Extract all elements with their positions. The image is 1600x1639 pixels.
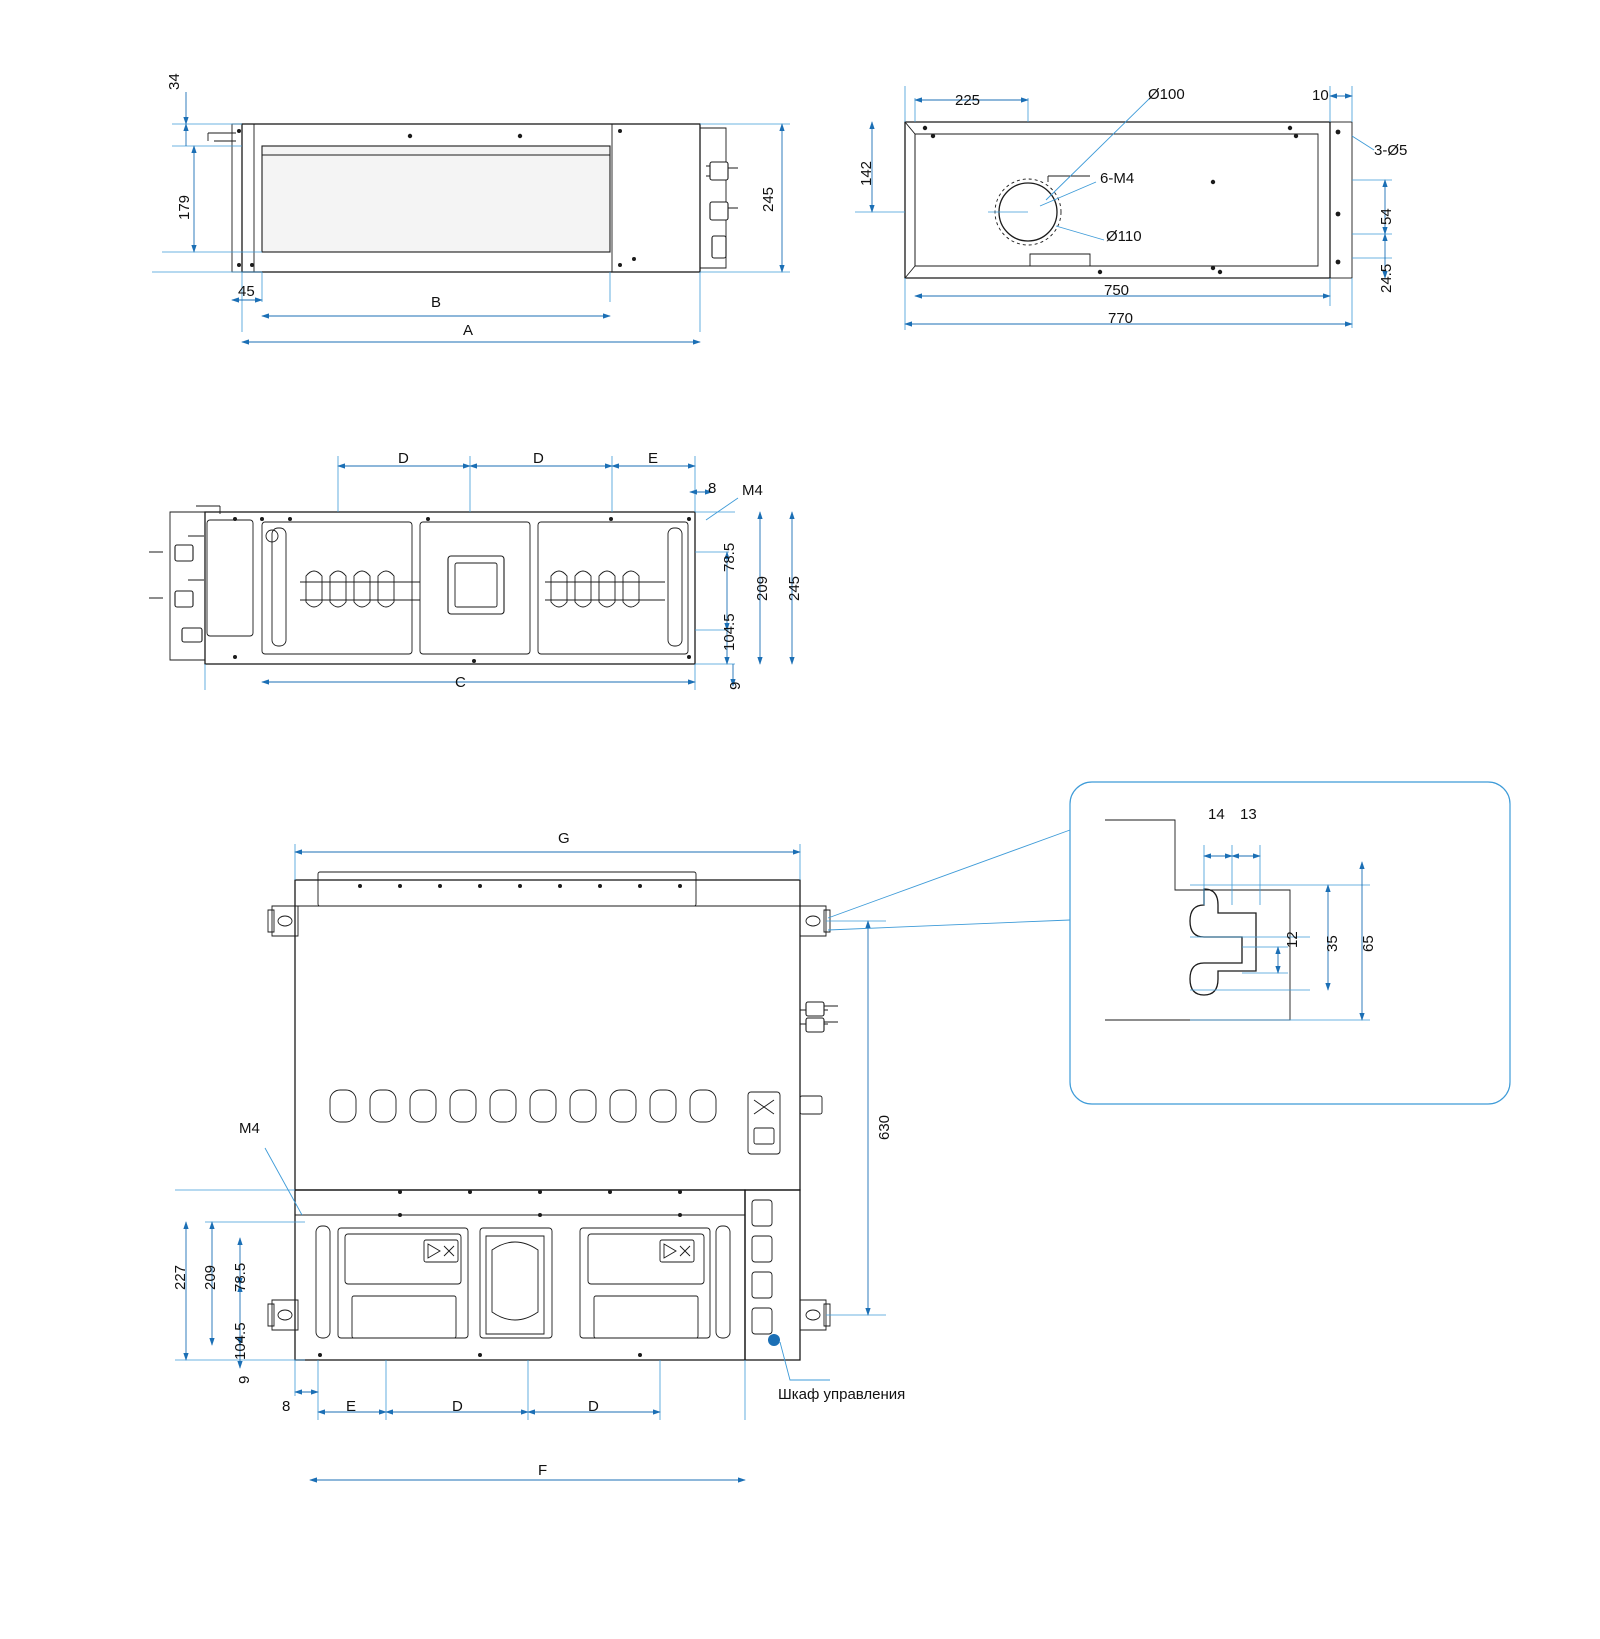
dim-label-front-45: 45	[238, 283, 255, 300]
dim-label-front-A: A	[463, 322, 474, 339]
dim-label-detail-35: 35	[1324, 935, 1341, 952]
dim-label-front-245: 245	[760, 186, 777, 212]
dim-label-assembly-8: 8	[282, 1398, 291, 1415]
dim-label-assembly-104-5: 104.5	[232, 1322, 249, 1360]
dim-label-assembly-630: 630	[876, 1114, 893, 1140]
dim-label-bottom-E: E	[648, 450, 659, 467]
callout-bottom-m4: M4	[742, 482, 763, 499]
dim-label-bottom-D2: D	[533, 450, 544, 467]
dim-label-assembly-G: G	[558, 830, 570, 847]
dim-label-assembly-F: F	[538, 1462, 548, 1479]
dim-label-detail-14: 14	[1208, 806, 1225, 823]
dim-label-front-34: 34	[166, 73, 183, 90]
dim-label-top-24-5: 24.5	[1378, 263, 1395, 293]
dim-label-detail-13: 13	[1240, 806, 1257, 823]
dim-label-front-179: 179	[176, 194, 193, 220]
dim-label-assembly-E: E	[346, 1398, 357, 1415]
dim-label-assembly-209: 209	[202, 1264, 219, 1290]
dim-label-assembly-9: 9	[236, 1375, 253, 1384]
callout-3-holes-d5: 3-Ø5	[1374, 142, 1408, 159]
dim-label-bottom-78-5: 78.5	[721, 542, 738, 572]
dim-label-assembly-D2: D	[588, 1398, 599, 1415]
dim-label-top-10: 10	[1312, 87, 1329, 104]
callout-diameter-110: Ø110	[1106, 228, 1142, 245]
dim-label-bottom-C: C	[455, 674, 466, 691]
dim-label-bottom-209: 209	[754, 575, 771, 601]
dim-label-assembly-78-5: 78.5	[232, 1262, 249, 1292]
dim-label-bottom-104-5: 104.5	[721, 613, 738, 651]
dim-label-detail-12: 12	[1284, 931, 1301, 948]
dim-label-top-54: 54	[1378, 208, 1395, 225]
callout-diameter-100: Ø100	[1148, 86, 1185, 103]
dim-label-assembly-227: 227	[172, 1264, 189, 1290]
dim-label-top-750: 750	[1104, 282, 1130, 299]
dim-label-top-142: 142	[858, 160, 875, 186]
dim-label-top-225: 225	[955, 92, 981, 109]
dim-label-bottom-245: 245	[786, 575, 803, 601]
callout-assembly-m4: M4	[239, 1120, 260, 1137]
dim-label-bottom-9: 9	[727, 681, 744, 690]
dim-label-front-B: B	[431, 294, 442, 311]
dim-label-assembly-D1: D	[452, 1398, 463, 1415]
dim-label-bottom-8: 8	[708, 480, 717, 497]
callout-control-box: Шкаф управления	[778, 1386, 906, 1403]
dim-label-detail-65: 65	[1360, 935, 1377, 952]
dim-label-bottom-D1: D	[398, 450, 409, 467]
dim-label-top-770: 770	[1108, 310, 1134, 327]
callout-6-m4: 6-M4	[1100, 170, 1135, 187]
